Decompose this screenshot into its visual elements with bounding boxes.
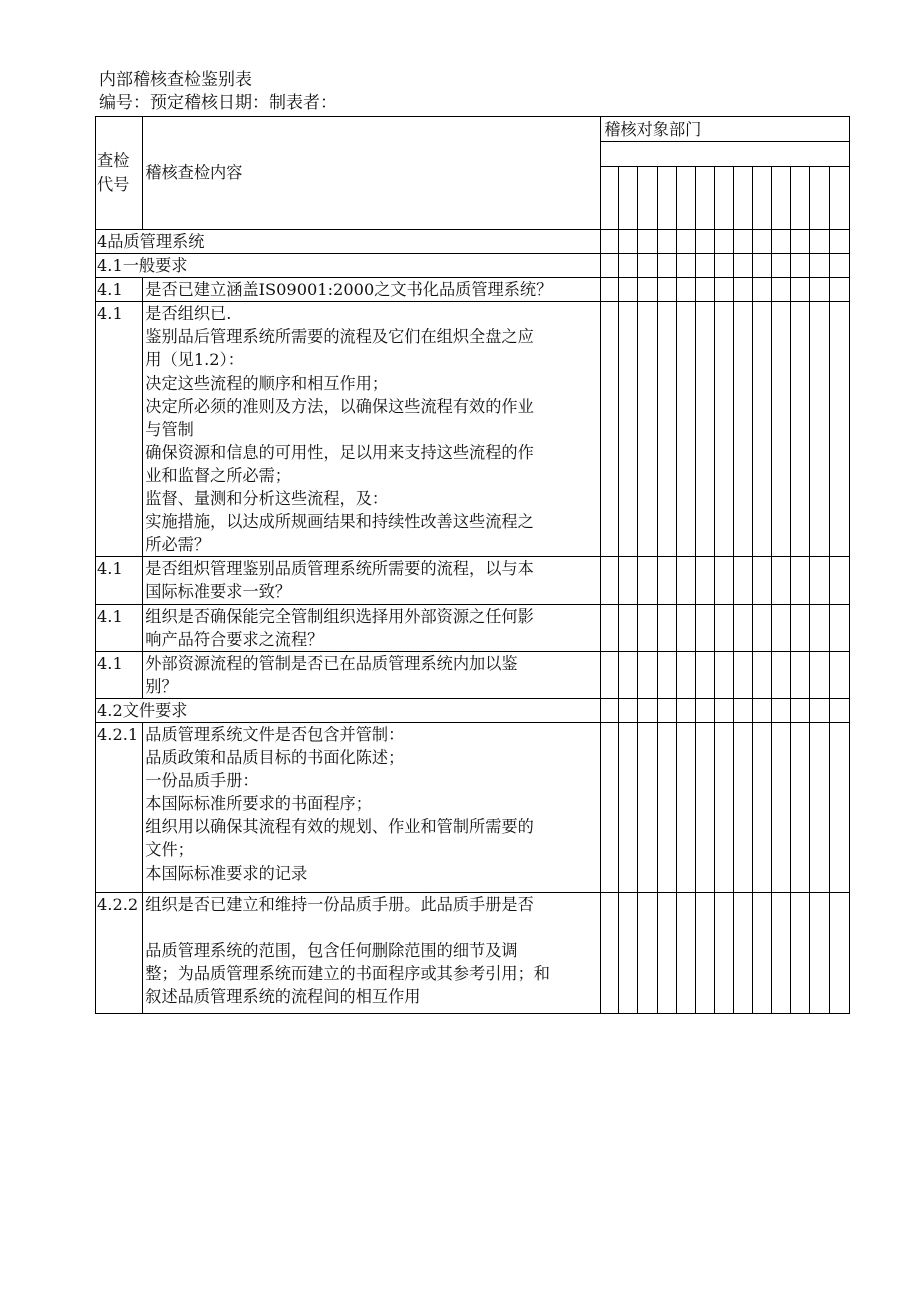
dept-check-cell[interactable] [619, 302, 638, 557]
dept-header-cell[interactable] [601, 167, 619, 230]
dept-header-cell[interactable] [619, 167, 638, 230]
check-item-line: 是否已建立涵盖IS09001:2000之文书化品质管理系统？ [145, 280, 553, 300]
dept-check-cell[interactable] [791, 892, 810, 1013]
table-row [96, 557, 850, 604]
dept-check-cell[interactable] [601, 651, 619, 698]
dept-check-cell[interactable] [829, 698, 849, 722]
dept-check-cell[interactable] [676, 230, 695, 254]
code-header-text: 代号 [97, 175, 130, 194]
dept-check-cell[interactable] [619, 892, 638, 1013]
check-item-text [143, 278, 601, 302]
dept-check-cell[interactable] [657, 557, 676, 604]
content-column-header: 稽核查检内容 [143, 117, 601, 230]
dept-check-cell[interactable] [695, 698, 714, 722]
dept-check-cell[interactable] [638, 722, 657, 892]
dept-check-cell[interactable] [733, 722, 752, 892]
dept-check-cell[interactable] [714, 230, 733, 254]
check-item-line: 组织用以确保其流程有效的规划、作业和管制所需要的 [145, 817, 534, 837]
dept-header-cell[interactable] [733, 167, 752, 230]
dept-check-cell[interactable] [772, 722, 791, 892]
check-item-text [143, 722, 601, 892]
dept-check-cell[interactable] [733, 302, 752, 557]
dept-header-cell[interactable] [772, 167, 791, 230]
dept-check-cell[interactable] [753, 278, 772, 302]
dept-check-cell[interactable] [638, 651, 657, 698]
dept-check-cell[interactable] [810, 892, 829, 1013]
dept-check-cell[interactable] [619, 722, 638, 892]
check-item-line: 确保资源和信息的可用性，足以用来支持这些流程的作 [145, 442, 534, 462]
clause-code: 4.1 [96, 278, 143, 302]
table-row [96, 278, 850, 302]
check-item-line: 是否组织已. [145, 304, 232, 324]
check-item-line: 是否组炽管理鉴别品质管理系统所需要的流程，以与本 [145, 559, 534, 579]
dept-header-cell[interactable] [791, 167, 810, 230]
check-item-line: 本国际标准所要求的书面程序； [145, 794, 372, 814]
check-item-line: 与管制 [145, 419, 194, 439]
dept-check-cell[interactable] [829, 230, 849, 254]
dept-check-cell[interactable] [829, 278, 849, 302]
dept-check-cell[interactable] [619, 230, 638, 254]
check-item-line: 响产品符合要求之流程？ [145, 629, 324, 649]
check-item-line: 鉴别品后管理系统所需要的流程及它们在组炽全盘之应 [145, 327, 534, 347]
dept-check-cell[interactable] [829, 254, 849, 278]
dept-check-cell[interactable] [695, 278, 714, 302]
dept-check-cell[interactable] [676, 557, 695, 604]
dept-check-cell[interactable] [791, 230, 810, 254]
clause-code: 4.2.1 [96, 722, 143, 892]
dept-check-cell[interactable] [829, 604, 849, 651]
table-row [96, 604, 850, 651]
dept-check-cell[interactable] [753, 722, 772, 892]
table-row [96, 892, 850, 1013]
clause-code: 4.2.2 [96, 892, 143, 1013]
dept-check-cell[interactable] [753, 557, 772, 604]
dept-check-cell[interactable] [791, 254, 810, 278]
dept-check-cell[interactable] [733, 604, 752, 651]
dept-check-cell[interactable] [810, 557, 829, 604]
dept-check-cell[interactable] [829, 892, 849, 1013]
dept-check-cell[interactable] [619, 278, 638, 302]
dept-check-cell[interactable] [695, 892, 714, 1013]
clause-code: 4.1 [96, 651, 143, 698]
dept-check-cell[interactable] [810, 278, 829, 302]
code-column-header [96, 117, 143, 230]
dept-check-cell[interactable] [657, 892, 676, 1013]
check-item-line: 品质管理系统的范围，包含任何删除范围的细节及调 [145, 941, 518, 961]
audit-checklist-table [95, 116, 850, 1014]
dept-check-cell[interactable] [638, 278, 657, 302]
dept-check-cell[interactable] [695, 302, 714, 557]
dept-check-cell[interactable] [772, 230, 791, 254]
dept-header-cell[interactable] [676, 167, 695, 230]
dept-check-cell[interactable] [601, 230, 619, 254]
table-row [96, 722, 850, 892]
dept-check-cell[interactable] [695, 651, 714, 698]
dept-header-cell[interactable] [810, 167, 829, 230]
dept-check-cell[interactable] [753, 230, 772, 254]
dept-check-cell[interactable] [829, 302, 849, 557]
dept-check-cell[interactable] [733, 557, 752, 604]
dept-check-cell[interactable] [601, 302, 619, 557]
dept-check-cell[interactable] [657, 604, 676, 651]
check-item-line: 本国际标准要求的记录 [145, 863, 308, 883]
dept-check-cell[interactable] [619, 698, 638, 722]
dept-check-cell[interactable] [714, 254, 733, 278]
table-row [96, 230, 850, 254]
dept-check-cell[interactable] [638, 892, 657, 1013]
dept-check-cell[interactable] [676, 892, 695, 1013]
dept-check-cell[interactable] [772, 892, 791, 1013]
check-item-line: 品质管理系统文件是否包含并管制： [145, 724, 405, 744]
dept-header-cell[interactable] [657, 167, 676, 230]
dept-check-cell[interactable] [676, 722, 695, 892]
check-item-line: 决定这些流程的顺序和相互作用； [145, 373, 389, 393]
dept-check-cell[interactable] [733, 278, 752, 302]
dept-check-cell[interactable] [676, 278, 695, 302]
dept-check-cell[interactable] [772, 278, 791, 302]
check-item-line: 外部资源流程的管制是否已在品质管理系统内加以鉴 [145, 653, 518, 673]
check-item-line: 组织是否已建立和维持一份品质手册。此品质手册是否 [145, 894, 534, 914]
dept-check-cell[interactable] [695, 557, 714, 604]
dept-check-cell[interactable] [619, 604, 638, 651]
dept-check-cell[interactable] [772, 557, 791, 604]
dept-check-cell[interactable] [695, 604, 714, 651]
dept-check-cell[interactable] [676, 698, 695, 722]
dept-check-cell[interactable] [810, 651, 829, 698]
dept-check-cell[interactable] [753, 892, 772, 1013]
check-item-text [143, 302, 601, 557]
dept-check-cell[interactable] [714, 651, 733, 698]
dept-check-cell[interactable] [676, 302, 695, 557]
dept-check-cell[interactable] [619, 254, 638, 278]
dept-check-cell[interactable] [829, 651, 849, 698]
clause-code: 4.1 [96, 302, 143, 557]
check-item-line: 实施措施，以达成所规画结果和持续性改善这些流程之 [145, 512, 534, 532]
check-item-line: 决定所必须的准则及方法，以确保这些流程有效的作业 [145, 396, 534, 416]
dept-check-cell[interactable] [791, 722, 810, 892]
dept-check-cell[interactable] [714, 278, 733, 302]
section-title: 4.1一般要求 [96, 254, 601, 278]
dept-check-cell[interactable] [772, 698, 791, 722]
section-title: 4品质管理系统 [96, 230, 601, 254]
dept-check-cell[interactable] [791, 302, 810, 557]
check-item-line: 业和监督之所必需； [145, 465, 291, 485]
dept-check-cell[interactable] [829, 557, 849, 604]
section-title: 4.2文件要求 [96, 698, 601, 722]
dept-check-cell[interactable] [695, 722, 714, 892]
dept-check-cell[interactable] [601, 254, 619, 278]
dept-check-cell[interactable] [772, 604, 791, 651]
code-header-text: 查检 [97, 151, 130, 170]
dept-header-cell[interactable] [638, 167, 657, 230]
check-item-text [143, 604, 601, 651]
dept-check-cell[interactable] [601, 892, 619, 1013]
table-row [96, 651, 850, 698]
dept-check-cell[interactable] [695, 230, 714, 254]
dept-check-cell[interactable] [676, 604, 695, 651]
dept-check-cell[interactable] [733, 698, 752, 722]
dept-name-cell[interactable] [601, 142, 850, 167]
check-item-line: 一份品质手册： [145, 771, 259, 791]
dept-check-cell[interactable] [601, 278, 619, 302]
dept-check-cell[interactable] [733, 254, 752, 278]
check-item-line: 组织是否确保能完全管制组织选择用外部资源之任何影 [145, 606, 534, 626]
check-item-line: 叙述品质管理系统的流程间的相互作用 [145, 987, 421, 1007]
clause-code: 4.1 [96, 557, 143, 604]
dept-header-cell[interactable] [753, 167, 772, 230]
check-item-line: 文件； [145, 840, 194, 860]
dept-check-cell[interactable] [619, 557, 638, 604]
dept-check-cell[interactable] [791, 604, 810, 651]
dept-check-cell[interactable] [753, 651, 772, 698]
dept-header-cell[interactable] [829, 167, 849, 230]
dept-check-cell[interactable] [791, 557, 810, 604]
dept-check-cell[interactable] [714, 302, 733, 557]
dept-check-cell[interactable] [695, 254, 714, 278]
dept-check-cell[interactable] [601, 557, 619, 604]
clause-code: 4.1 [96, 604, 143, 651]
dept-check-cell[interactable] [810, 254, 829, 278]
dept-check-cell[interactable] [753, 302, 772, 557]
check-item-text [143, 892, 601, 1013]
dept-check-cell[interactable] [829, 722, 849, 892]
dept-check-cell[interactable] [657, 651, 676, 698]
check-item-line: 整；为品质管理系统而建立的书面程序或其参考引用；和 [145, 964, 550, 984]
dept-check-cell[interactable] [638, 698, 657, 722]
dept-check-cell[interactable] [714, 557, 733, 604]
check-item-line: 所必需？ [145, 535, 211, 555]
dept-check-cell[interactable] [753, 604, 772, 651]
dept-check-cell[interactable] [657, 254, 676, 278]
dept-check-cell[interactable] [753, 254, 772, 278]
dept-check-cell[interactable] [657, 230, 676, 254]
dept-check-cell[interactable] [657, 722, 676, 892]
dept-check-cell[interactable] [638, 254, 657, 278]
check-item-line: 国际标准要求一致？ [145, 582, 291, 602]
dept-check-cell[interactable] [619, 651, 638, 698]
dept-check-cell[interactable] [791, 698, 810, 722]
dept-check-cell[interactable] [657, 278, 676, 302]
check-item-line: 监督、量测和分析这些流程，及： [145, 489, 389, 509]
dept-check-cell[interactable] [601, 604, 619, 651]
check-item-line: 品质政策和品质目标的书面化陈述； [145, 748, 405, 768]
dept-column-header: 稽核对象部门 [601, 117, 850, 142]
dept-check-cell[interactable] [791, 651, 810, 698]
dept-check-cell[interactable] [733, 230, 752, 254]
form-meta-line: 编号：预定稽核日期：制表者： [99, 93, 337, 113]
dept-check-cell[interactable] [810, 604, 829, 651]
dept-check-cell[interactable] [810, 230, 829, 254]
dept-check-cell[interactable] [772, 651, 791, 698]
dept-check-cell[interactable] [733, 651, 752, 698]
check-item-text [143, 557, 601, 604]
dept-check-cell[interactable] [657, 698, 676, 722]
dept-check-cell[interactable] [638, 604, 657, 651]
dept-check-cell[interactable] [810, 698, 829, 722]
dept-header-cell[interactable] [695, 167, 714, 230]
dept-check-cell[interactable] [810, 302, 829, 557]
dept-check-cell[interactable] [676, 254, 695, 278]
dept-header-cell[interactable] [714, 167, 733, 230]
dept-check-cell[interactable] [714, 604, 733, 651]
dept-check-cell[interactable] [791, 278, 810, 302]
dept-check-cell[interactable] [714, 698, 733, 722]
check-item-text [143, 651, 601, 698]
table-row [96, 302, 850, 557]
dept-check-cell[interactable] [733, 892, 752, 1013]
dept-check-cell[interactable] [772, 302, 791, 557]
dept-check-cell[interactable] [601, 722, 619, 892]
dept-check-cell[interactable] [810, 722, 829, 892]
dept-check-cell[interactable] [772, 254, 791, 278]
dept-check-cell[interactable] [753, 698, 772, 722]
dept-check-cell[interactable] [676, 651, 695, 698]
check-item-line: 用（见1.2）： [145, 350, 244, 370]
dept-check-cell[interactable] [638, 230, 657, 254]
form-title: 内部稽核查检鉴别表 [99, 70, 252, 90]
dept-check-cell[interactable] [601, 698, 619, 722]
dept-check-cell[interactable] [714, 892, 733, 1013]
dept-check-cell[interactable] [657, 302, 676, 557]
dept-check-cell[interactable] [638, 302, 657, 557]
dept-check-cell[interactable] [714, 722, 733, 892]
blank-line [145, 916, 600, 939]
dept-check-cell[interactable] [638, 557, 657, 604]
check-item-line: 别？ [145, 676, 178, 696]
table-row [96, 698, 850, 722]
table-row [96, 254, 850, 278]
